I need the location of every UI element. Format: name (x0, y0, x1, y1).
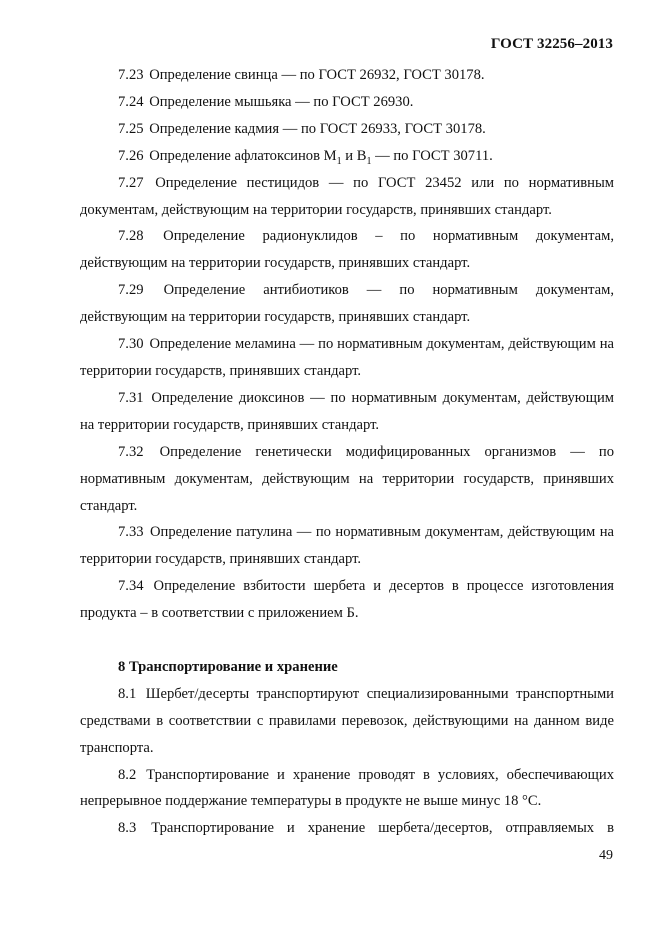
clause-text: Определение взбитости шербета и десертов в процессе изготовления продукта – в соответствии с приложением Б. (80, 578, 615, 622)
clause-number: 7.29 (118, 282, 144, 299)
clause-number: 7.30 (118, 336, 144, 353)
clause-text: Определение пестицидов — по ГОСТ 23452 или по нормативным документам, действующим на территории государств, принявших стандарт. (80, 174, 615, 218)
clause-text: Определение кадмия — по ГОСТ 26933, ГОСТ 30178. (149, 120, 486, 137)
clause-number: 7.33 (118, 524, 144, 541)
clause-number: 8.2 (118, 766, 137, 783)
clause-text: Шербет/десерты транспортируют специализированными транспортными средствами в соответствии с правилами перевозок, действующими на данном виде транспорта. (80, 685, 614, 756)
clause-number: 7.31 (118, 389, 144, 406)
clause-text: Определение радионуклидов – по нормативным документам, действующим на территории государств, принявших стандарт. (80, 228, 614, 272)
clause-text-pre: Определение афлатоксинов М (149, 147, 337, 164)
clause-7-31 (80, 385, 614, 439)
clause-8-1 (80, 681, 614, 762)
clause-number: 7.25 (118, 120, 144, 137)
clause-8-3 (80, 815, 614, 842)
clause-number: 7.28 (118, 228, 144, 245)
clause-7-33 (80, 519, 614, 573)
clause-text: Определение диоксинов — по нормативным документам, действующим на территории государств, принявших стандарт. (80, 389, 614, 433)
clause-7-34 (80, 573, 614, 627)
clause-text-post: — по ГОСТ 30711. (371, 147, 493, 164)
clause-7-23 (80, 62, 614, 89)
clause-number: 7.27 (118, 174, 144, 191)
clause-number: 7.24 (118, 93, 144, 110)
section-heading: 8 Транспортирование и хранение (118, 658, 338, 675)
clause-number: 8.1 (118, 685, 137, 702)
clause-7-29 (80, 277, 614, 331)
clause-text: Определение мышьяка — по ГОСТ 26930. (149, 93, 414, 110)
page-number: 49 (599, 848, 613, 863)
clause-text: Определение свинца — по ГОСТ 26932, ГОСТ 30178. (149, 67, 485, 83)
clause-text: Определение патулина — по нормативным документам, действующим на территории государств, принявших стандарт. (80, 524, 614, 568)
document-header: ГОСТ 32256–2013 (490, 36, 613, 52)
clause-7-26 (80, 143, 614, 170)
clause-7-28 (80, 223, 614, 277)
clause-text: Определение меламина — по нормативным документам, действующим на территории государств, принявших стандарт. (80, 336, 614, 379)
clause-7-30 (80, 331, 614, 385)
clause-number: 8.3 (118, 820, 137, 837)
clause-7-25 (80, 116, 614, 143)
clause-7-32 (80, 439, 614, 520)
clause-8-2 (80, 762, 614, 816)
clause-7-27 (80, 170, 614, 224)
subscript: 1 (366, 155, 372, 167)
clause-text-mid: и В (341, 147, 367, 164)
clause-text: Определение генетически модифицированных организмов — по нормативным документам, действующим на территории государств, принявших стандарт. (80, 443, 614, 514)
clause-number: 7.26 (118, 147, 144, 164)
document-body (80, 62, 614, 842)
subscript: 1 (336, 155, 342, 167)
clause-number: 7.32 (118, 443, 144, 460)
clause-number: 7.34 (118, 578, 144, 595)
section-spacer (80, 627, 614, 654)
clause-7-24 (80, 89, 614, 116)
clause-text: Транспортирование и хранение проводят в условиях, обеспечивающих непрерывное поддержание температуры в продукте не выше минус 18 °С. (80, 766, 615, 810)
clause-number: 7.23 (118, 67, 144, 83)
clause-text: Определение антибиотиков — по нормативным документам, действующим на территории государств, принявших стандарт. (80, 282, 615, 326)
clause-text: Транспортирование и хранение шербета/десертов, отправляемых в (151, 820, 614, 837)
